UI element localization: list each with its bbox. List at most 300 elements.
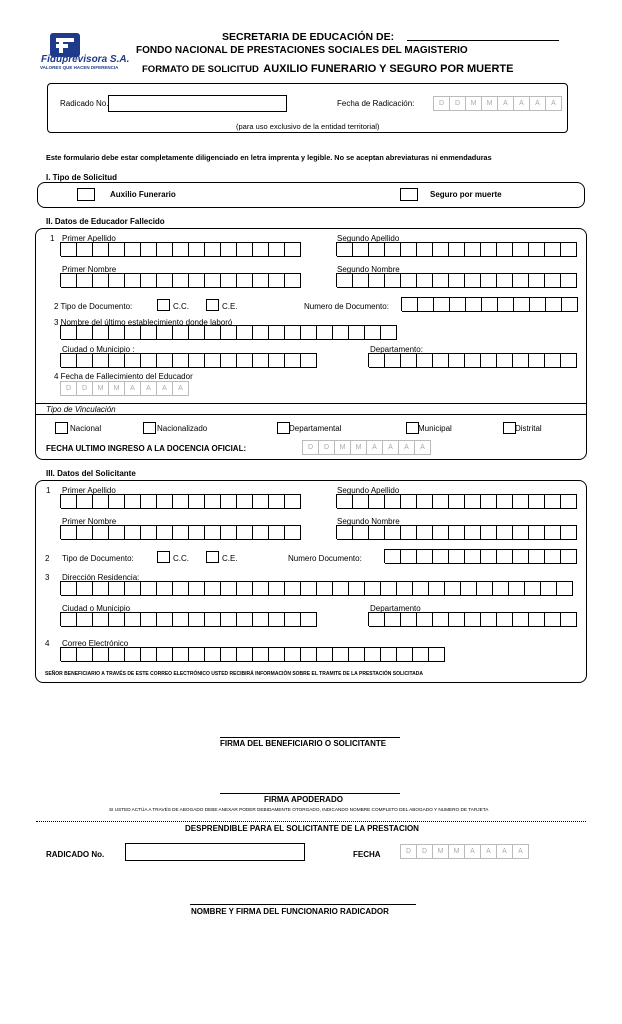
- char-cell[interactable]: [509, 581, 525, 596]
- char-cell[interactable]: [465, 242, 481, 257]
- char-cell[interactable]: [189, 525, 205, 540]
- char-cell[interactable]: [157, 612, 173, 627]
- char-cell[interactable]: [369, 494, 385, 509]
- char-cell[interactable]: [482, 297, 498, 312]
- char-cell[interactable]: [237, 494, 253, 509]
- char-cell[interactable]: [333, 581, 349, 596]
- char-cell[interactable]: [369, 273, 385, 288]
- char-cell[interactable]: [433, 353, 449, 368]
- char-cell[interactable]: [481, 494, 497, 509]
- date-cell[interactable]: A: [546, 96, 562, 111]
- char-cell[interactable]: [77, 525, 93, 540]
- char-cell[interactable]: [529, 242, 545, 257]
- char-cell[interactable]: [61, 647, 77, 662]
- date-cell[interactable]: M: [351, 440, 367, 455]
- date-cell[interactable]: A: [173, 381, 189, 396]
- char-cell[interactable]: [61, 612, 77, 627]
- char-cell[interactable]: [433, 494, 449, 509]
- char-cell[interactable]: [513, 612, 529, 627]
- date-cell[interactable]: D: [60, 381, 77, 396]
- s3-numero-documento-cells[interactable]: [384, 549, 577, 563]
- char-cell[interactable]: [333, 647, 349, 662]
- char-cell[interactable]: [61, 525, 77, 540]
- char-cell[interactable]: [269, 612, 285, 627]
- char-cell[interactable]: [109, 325, 125, 340]
- char-cell[interactable]: [465, 612, 481, 627]
- char-cell[interactable]: [221, 525, 237, 540]
- char-cell[interactable]: [349, 647, 365, 662]
- char-cell[interactable]: [317, 581, 333, 596]
- char-cell[interactable]: [353, 242, 369, 257]
- char-cell[interactable]: [417, 612, 433, 627]
- char-cell[interactable]: [141, 273, 157, 288]
- char-cell[interactable]: [417, 273, 433, 288]
- char-cell[interactable]: [205, 242, 221, 257]
- char-cell[interactable]: [77, 325, 93, 340]
- char-cell[interactable]: [189, 494, 205, 509]
- char-cell[interactable]: [365, 647, 381, 662]
- char-cell[interactable]: [365, 325, 381, 340]
- char-cell[interactable]: [497, 273, 513, 288]
- fecha-ingreso-cells[interactable]: [302, 440, 431, 454]
- char-cell[interactable]: [253, 242, 269, 257]
- char-cell[interactable]: [461, 581, 477, 596]
- date-cell[interactable]: A: [465, 844, 481, 859]
- char-cell[interactable]: [61, 353, 77, 368]
- date-cell[interactable]: D: [450, 96, 466, 111]
- char-cell[interactable]: [93, 525, 109, 540]
- char-cell[interactable]: [253, 494, 269, 509]
- char-cell[interactable]: [77, 353, 93, 368]
- s2-segundo-nombre-cells[interactable]: [336, 273, 577, 287]
- char-cell[interactable]: [449, 494, 465, 509]
- char-cell[interactable]: [237, 525, 253, 540]
- date-cell[interactable]: A: [125, 381, 141, 396]
- char-cell[interactable]: [385, 525, 401, 540]
- char-cell[interactable]: [466, 297, 482, 312]
- char-cell[interactable]: [397, 581, 413, 596]
- char-cell[interactable]: [253, 353, 269, 368]
- char-cell[interactable]: [205, 325, 221, 340]
- char-cell[interactable]: [514, 297, 530, 312]
- char-cell[interactable]: [397, 647, 413, 662]
- date-cell[interactable]: A: [157, 381, 173, 396]
- s2-fecha-fallecimiento-cells[interactable]: [60, 381, 189, 395]
- char-cell[interactable]: [301, 581, 317, 596]
- char-cell[interactable]: [109, 525, 125, 540]
- char-cell[interactable]: [77, 494, 93, 509]
- char-cell[interactable]: [561, 494, 577, 509]
- char-cell[interactable]: [381, 325, 397, 340]
- char-cell[interactable]: [481, 525, 497, 540]
- date-cell[interactable]: A: [141, 381, 157, 396]
- char-cell[interactable]: [189, 353, 205, 368]
- s3-direccion-cells[interactable]: [60, 581, 573, 595]
- char-cell[interactable]: [285, 647, 301, 662]
- s2-cc-checkbox[interactable]: [157, 299, 170, 311]
- char-cell[interactable]: [189, 612, 205, 627]
- char-cell[interactable]: [269, 494, 285, 509]
- char-cell[interactable]: [221, 273, 237, 288]
- char-cell[interactable]: [93, 612, 109, 627]
- s2-establecimiento-cells[interactable]: [60, 325, 397, 339]
- char-cell[interactable]: [530, 297, 546, 312]
- char-cell[interactable]: [141, 581, 157, 596]
- char-cell[interactable]: [402, 297, 418, 312]
- char-cell[interactable]: [429, 581, 445, 596]
- char-cell[interactable]: [561, 242, 577, 257]
- char-cell[interactable]: [497, 494, 513, 509]
- char-cell[interactable]: [481, 353, 497, 368]
- char-cell[interactable]: [385, 273, 401, 288]
- char-cell[interactable]: [477, 581, 493, 596]
- char-cell[interactable]: [301, 325, 317, 340]
- char-cell[interactable]: [141, 325, 157, 340]
- char-cell[interactable]: [497, 549, 513, 564]
- char-cell[interactable]: [269, 525, 285, 540]
- char-cell[interactable]: [125, 581, 141, 596]
- char-cell[interactable]: [417, 549, 433, 564]
- char-cell[interactable]: [333, 325, 349, 340]
- fecha-radicacion-cells[interactable]: [433, 96, 562, 110]
- char-cell[interactable]: [237, 647, 253, 662]
- char-cell[interactable]: [125, 353, 141, 368]
- char-cell[interactable]: [413, 581, 429, 596]
- date-cell[interactable]: A: [367, 440, 383, 455]
- char-cell[interactable]: [465, 494, 481, 509]
- s2-ciudad-cells[interactable]: [60, 353, 317, 367]
- char-cell[interactable]: [77, 273, 93, 288]
- date-cell[interactable]: A: [514, 96, 530, 111]
- date-cell[interactable]: A: [513, 844, 529, 859]
- date-cell[interactable]: D: [400, 844, 417, 859]
- char-cell[interactable]: [401, 612, 417, 627]
- char-cell[interactable]: [337, 525, 353, 540]
- char-cell[interactable]: [157, 325, 173, 340]
- char-cell[interactable]: [385, 353, 401, 368]
- char-cell[interactable]: [189, 325, 205, 340]
- char-cell[interactable]: [221, 612, 237, 627]
- char-cell[interactable]: [189, 242, 205, 257]
- char-cell[interactable]: [221, 581, 237, 596]
- auxilio-funerario-checkbox[interactable]: [77, 188, 95, 201]
- char-cell[interactable]: [269, 242, 285, 257]
- char-cell[interactable]: [513, 273, 529, 288]
- char-cell[interactable]: [253, 273, 269, 288]
- char-cell[interactable]: [253, 647, 269, 662]
- char-cell[interactable]: [401, 353, 417, 368]
- char-cell[interactable]: [93, 647, 109, 662]
- char-cell[interactable]: [237, 273, 253, 288]
- char-cell[interactable]: [561, 273, 577, 288]
- desprendible-fecha-cells[interactable]: [400, 844, 529, 858]
- char-cell[interactable]: [529, 612, 545, 627]
- char-cell[interactable]: [365, 581, 381, 596]
- char-cell[interactable]: [173, 325, 189, 340]
- char-cell[interactable]: [353, 273, 369, 288]
- date-cell[interactable]: D: [302, 440, 319, 455]
- char-cell[interactable]: [545, 549, 561, 564]
- char-cell[interactable]: [141, 612, 157, 627]
- char-cell[interactable]: [189, 647, 205, 662]
- char-cell[interactable]: [481, 273, 497, 288]
- char-cell[interactable]: [221, 494, 237, 509]
- char-cell[interactable]: [481, 612, 497, 627]
- char-cell[interactable]: [418, 297, 434, 312]
- date-cell[interactable]: A: [498, 96, 514, 111]
- char-cell[interactable]: [237, 612, 253, 627]
- char-cell[interactable]: [237, 242, 253, 257]
- char-cell[interactable]: [498, 297, 514, 312]
- char-cell[interactable]: [237, 581, 253, 596]
- char-cell[interactable]: [125, 525, 141, 540]
- char-cell[interactable]: [433, 525, 449, 540]
- char-cell[interactable]: [317, 647, 333, 662]
- s3-primer-nombre-cells[interactable]: [60, 525, 301, 539]
- char-cell[interactable]: [434, 297, 450, 312]
- char-cell[interactable]: [545, 273, 561, 288]
- date-cell[interactable]: M: [466, 96, 482, 111]
- char-cell[interactable]: [269, 353, 285, 368]
- char-cell[interactable]: [445, 581, 461, 596]
- char-cell[interactable]: [433, 242, 449, 257]
- char-cell[interactable]: [237, 325, 253, 340]
- char-cell[interactable]: [77, 581, 93, 596]
- char-cell[interactable]: [369, 525, 385, 540]
- char-cell[interactable]: [546, 297, 562, 312]
- date-cell[interactable]: A: [399, 440, 415, 455]
- s3-cc-checkbox[interactable]: [157, 551, 170, 563]
- char-cell[interactable]: [385, 612, 401, 627]
- char-cell[interactable]: [205, 525, 221, 540]
- char-cell[interactable]: [125, 242, 141, 257]
- date-cell[interactable]: M: [449, 844, 465, 859]
- char-cell[interactable]: [93, 273, 109, 288]
- char-cell[interactable]: [157, 525, 173, 540]
- char-cell[interactable]: [173, 494, 189, 509]
- char-cell[interactable]: [450, 297, 466, 312]
- char-cell[interactable]: [61, 581, 77, 596]
- char-cell[interactable]: [369, 242, 385, 257]
- char-cell[interactable]: [285, 581, 301, 596]
- char-cell[interactable]: [381, 581, 397, 596]
- s3-segundo-nombre-cells[interactable]: [336, 525, 577, 539]
- char-cell[interactable]: [157, 353, 173, 368]
- char-cell[interactable]: [269, 581, 285, 596]
- char-cell[interactable]: [109, 494, 125, 509]
- char-cell[interactable]: [157, 494, 173, 509]
- char-cell[interactable]: [109, 353, 125, 368]
- char-cell[interactable]: [545, 353, 561, 368]
- char-cell[interactable]: [449, 273, 465, 288]
- char-cell[interactable]: [449, 612, 465, 627]
- char-cell[interactable]: [513, 242, 529, 257]
- char-cell[interactable]: [141, 525, 157, 540]
- char-cell[interactable]: [285, 242, 301, 257]
- char-cell[interactable]: [109, 242, 125, 257]
- char-cell[interactable]: [269, 273, 285, 288]
- char-cell[interactable]: [109, 273, 125, 288]
- char-cell[interactable]: [545, 242, 561, 257]
- char-cell[interactable]: [221, 242, 237, 257]
- char-cell[interactable]: [401, 273, 417, 288]
- char-cell[interactable]: [61, 273, 77, 288]
- char-cell[interactable]: [481, 549, 497, 564]
- char-cell[interactable]: [173, 612, 189, 627]
- char-cell[interactable]: [173, 353, 189, 368]
- s3-correo-cells[interactable]: [60, 647, 445, 661]
- char-cell[interactable]: [481, 242, 497, 257]
- char-cell[interactable]: [497, 525, 513, 540]
- char-cell[interactable]: [513, 494, 529, 509]
- char-cell[interactable]: [285, 494, 301, 509]
- char-cell[interactable]: [349, 581, 365, 596]
- char-cell[interactable]: [497, 612, 513, 627]
- char-cell[interactable]: [513, 353, 529, 368]
- char-cell[interactable]: [317, 325, 333, 340]
- char-cell[interactable]: [353, 525, 369, 540]
- char-cell[interactable]: [285, 353, 301, 368]
- char-cell[interactable]: [433, 549, 449, 564]
- date-cell[interactable]: D: [433, 96, 450, 111]
- char-cell[interactable]: [369, 353, 385, 368]
- char-cell[interactable]: [285, 525, 301, 540]
- date-cell[interactable]: M: [335, 440, 351, 455]
- s3-ce-checkbox[interactable]: [206, 551, 219, 563]
- char-cell[interactable]: [449, 549, 465, 564]
- char-cell[interactable]: [205, 273, 221, 288]
- desprendible-radicado-input[interactable]: [125, 843, 305, 861]
- char-cell[interactable]: [285, 325, 301, 340]
- char-cell[interactable]: [93, 494, 109, 509]
- s3-ciudad-cells[interactable]: [60, 612, 317, 626]
- char-cell[interactable]: [385, 494, 401, 509]
- s2-departamento-cells[interactable]: [368, 353, 577, 367]
- char-cell[interactable]: [337, 242, 353, 257]
- char-cell[interactable]: [465, 525, 481, 540]
- date-cell[interactable]: M: [433, 844, 449, 859]
- char-cell[interactable]: [237, 353, 253, 368]
- char-cell[interactable]: [253, 581, 269, 596]
- char-cell[interactable]: [385, 242, 401, 257]
- char-cell[interactable]: [353, 494, 369, 509]
- char-cell[interactable]: [557, 581, 573, 596]
- char-cell[interactable]: [449, 525, 465, 540]
- char-cell[interactable]: [401, 549, 417, 564]
- char-cell[interactable]: [497, 353, 513, 368]
- char-cell[interactable]: [301, 612, 317, 627]
- char-cell[interactable]: [301, 353, 317, 368]
- date-cell[interactable]: D: [319, 440, 335, 455]
- char-cell[interactable]: [93, 242, 109, 257]
- char-cell[interactable]: [429, 647, 445, 662]
- date-cell[interactable]: A: [497, 844, 513, 859]
- char-cell[interactable]: [221, 647, 237, 662]
- s2-segundo-apellido-cells[interactable]: [336, 242, 577, 256]
- char-cell[interactable]: [285, 612, 301, 627]
- char-cell[interactable]: [529, 549, 545, 564]
- char-cell[interactable]: [141, 242, 157, 257]
- char-cell[interactable]: [125, 494, 141, 509]
- date-cell[interactable]: A: [415, 440, 431, 455]
- char-cell[interactable]: [513, 549, 529, 564]
- char-cell[interactable]: [205, 494, 221, 509]
- char-cell[interactable]: [381, 647, 397, 662]
- char-cell[interactable]: [141, 647, 157, 662]
- char-cell[interactable]: [465, 549, 481, 564]
- char-cell[interactable]: [417, 525, 433, 540]
- char-cell[interactable]: [545, 525, 561, 540]
- char-cell[interactable]: [513, 525, 529, 540]
- char-cell[interactable]: [465, 273, 481, 288]
- char-cell[interactable]: [417, 494, 433, 509]
- char-cell[interactable]: [125, 273, 141, 288]
- char-cell[interactable]: [541, 581, 557, 596]
- char-cell[interactable]: [433, 612, 449, 627]
- char-cell[interactable]: [125, 647, 141, 662]
- char-cell[interactable]: [93, 581, 109, 596]
- char-cell[interactable]: [141, 353, 157, 368]
- char-cell[interactable]: [173, 647, 189, 662]
- date-cell[interactable]: M: [482, 96, 498, 111]
- char-cell[interactable]: [369, 612, 385, 627]
- char-cell[interactable]: [285, 273, 301, 288]
- char-cell[interactable]: [269, 647, 285, 662]
- char-cell[interactable]: [109, 647, 125, 662]
- seguro-muerte-checkbox[interactable]: [400, 188, 418, 201]
- nacionalizado-checkbox[interactable]: [143, 422, 156, 434]
- char-cell[interactable]: [493, 581, 509, 596]
- char-cell[interactable]: [545, 612, 561, 627]
- s2-primer-nombre-cells[interactable]: [60, 273, 301, 287]
- char-cell[interactable]: [61, 325, 77, 340]
- char-cell[interactable]: [561, 612, 577, 627]
- s3-primer-apellido-cells[interactable]: [60, 494, 301, 508]
- nacional-checkbox[interactable]: [55, 422, 68, 434]
- radicado-input[interactable]: [108, 95, 287, 112]
- char-cell[interactable]: [417, 242, 433, 257]
- char-cell[interactable]: [109, 612, 125, 627]
- char-cell[interactable]: [525, 581, 541, 596]
- char-cell[interactable]: [497, 242, 513, 257]
- char-cell[interactable]: [413, 647, 429, 662]
- char-cell[interactable]: [173, 273, 189, 288]
- char-cell[interactable]: [253, 612, 269, 627]
- char-cell[interactable]: [253, 325, 269, 340]
- char-cell[interactable]: [561, 549, 577, 564]
- date-cell[interactable]: A: [383, 440, 399, 455]
- char-cell[interactable]: [141, 494, 157, 509]
- char-cell[interactable]: [529, 273, 545, 288]
- char-cell[interactable]: [93, 325, 109, 340]
- char-cell[interactable]: [157, 242, 173, 257]
- char-cell[interactable]: [221, 353, 237, 368]
- char-cell[interactable]: [77, 242, 93, 257]
- char-cell[interactable]: [189, 581, 205, 596]
- char-cell[interactable]: [529, 525, 545, 540]
- char-cell[interactable]: [401, 525, 417, 540]
- date-cell[interactable]: D: [417, 844, 433, 859]
- char-cell[interactable]: [173, 525, 189, 540]
- char-cell[interactable]: [173, 242, 189, 257]
- char-cell[interactable]: [301, 647, 317, 662]
- char-cell[interactable]: [269, 325, 285, 340]
- char-cell[interactable]: [205, 647, 221, 662]
- date-cell[interactable]: A: [481, 844, 497, 859]
- char-cell[interactable]: [349, 325, 365, 340]
- date-cell[interactable]: D: [77, 381, 93, 396]
- char-cell[interactable]: [465, 353, 481, 368]
